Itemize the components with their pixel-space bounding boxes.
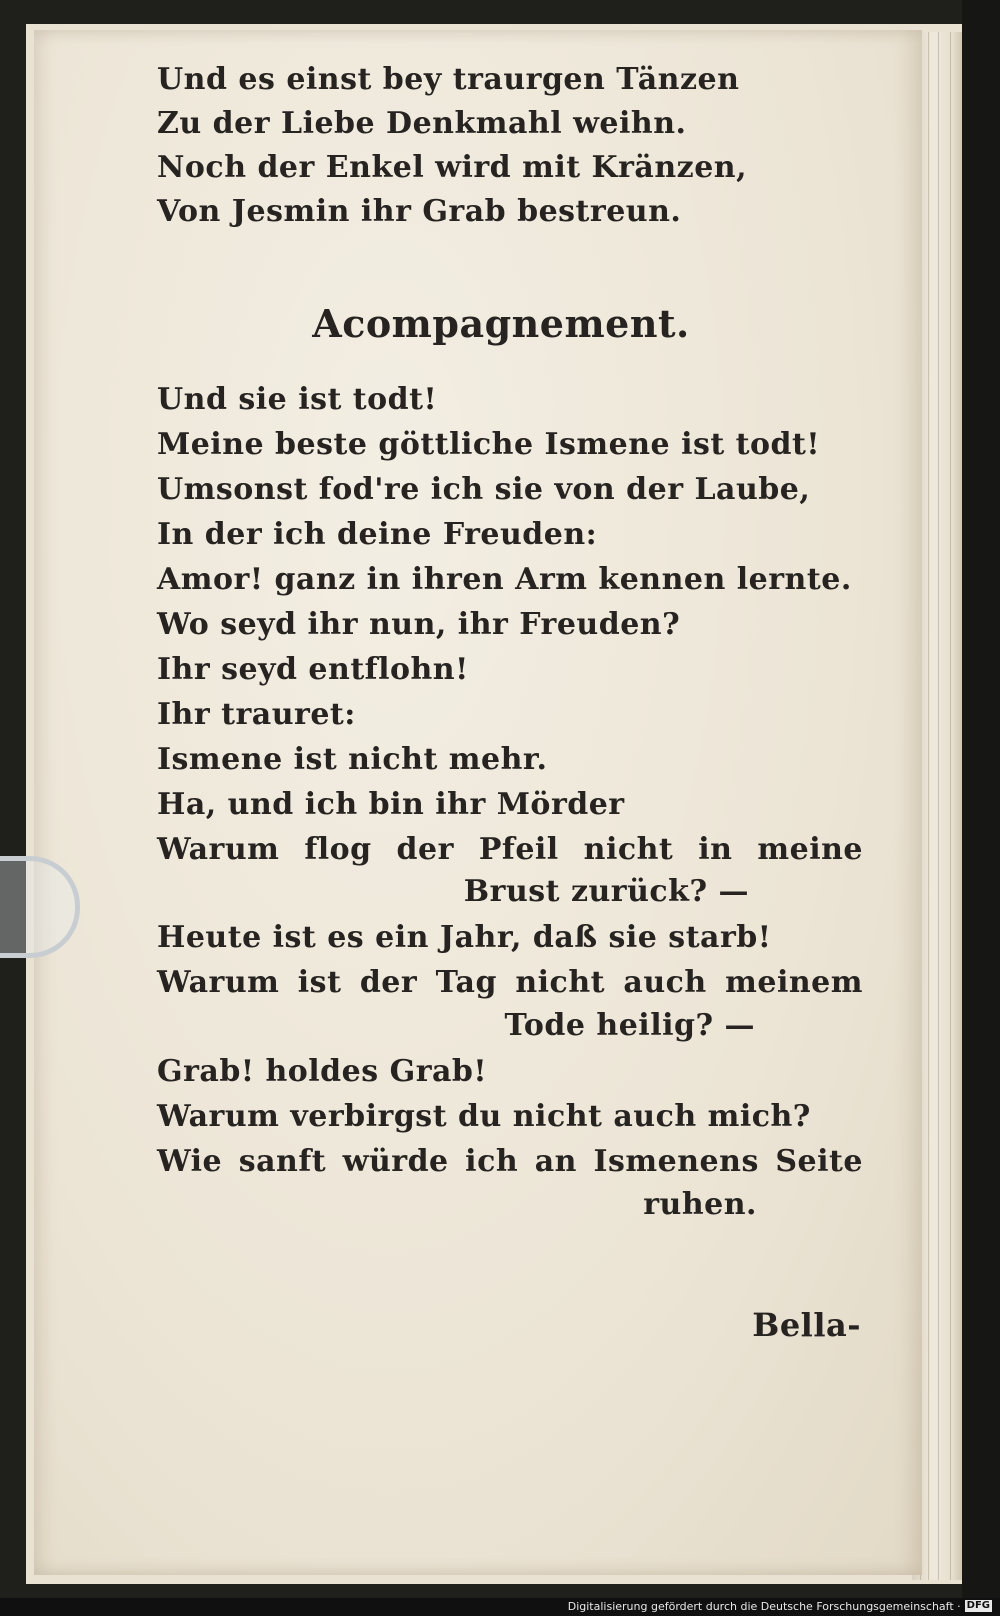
text-line: In der ich deine Freuden:	[157, 517, 598, 552]
text-line: Heute ist es ein Jahr, daß sie starb!	[157, 920, 772, 955]
verse-line: Von Jesmin ihr Grab bestreun.	[157, 194, 682, 229]
text-line: Meine beste göttliche Ismene ist todt!	[157, 427, 821, 462]
verse-line: Und es einst bey traurgen Tänzen	[157, 62, 740, 97]
text-line: Warum ist der Tag nicht auch meinem	[157, 965, 863, 1000]
dfg-logo-icon: DFG	[966, 1600, 990, 1611]
digitization-footer	[0, 1598, 1000, 1616]
catchword: Bella-	[752, 1306, 861, 1344]
book-spine-shadow	[962, 0, 1000, 1616]
text-line: Ismene ist nicht mehr.	[157, 742, 548, 777]
funding-credit: Digitalisierung gefördert durch die Deutsche Forschungsgemeinschaft ·	[567, 1600, 961, 1613]
text-line: Ihr seyd entflohn!	[157, 652, 469, 687]
text-line: Grab! holdes Grab!	[157, 1054, 488, 1089]
verse-line: Zu der Liebe Denkmahl weihn.	[157, 106, 687, 141]
text-line: Warum flog der Pfeil nicht in meine	[157, 832, 863, 867]
text-line: Ihr trauret:	[157, 697, 356, 732]
text-line: Ha, und ich bin ihr Mörder	[157, 787, 625, 822]
text-line-continuation: Tode heilig? —	[504, 1008, 755, 1043]
text-line: Wie sanft würde ich an Ismenens Seite	[157, 1144, 863, 1179]
text-line-continuation: Brust zurück? —	[463, 874, 749, 909]
text-line: Umsonst fod're ich sie von der Laube,	[157, 472, 811, 507]
section-title: Acompagnement.	[312, 301, 690, 346]
text-line: Warum verbirgst du nicht auch mich?	[157, 1099, 811, 1134]
text-line-continuation: ruhen.	[643, 1187, 757, 1222]
verse-line: Noch der Enkel wird mit Kränzen,	[157, 150, 748, 185]
text-line: Amor! ganz in ihren Arm kennen lernte.	[157, 562, 852, 597]
text-line: Und sie ist todt!	[157, 382, 438, 417]
text-line: Wo seyd ihr nun, ihr Freuden?	[157, 607, 681, 642]
